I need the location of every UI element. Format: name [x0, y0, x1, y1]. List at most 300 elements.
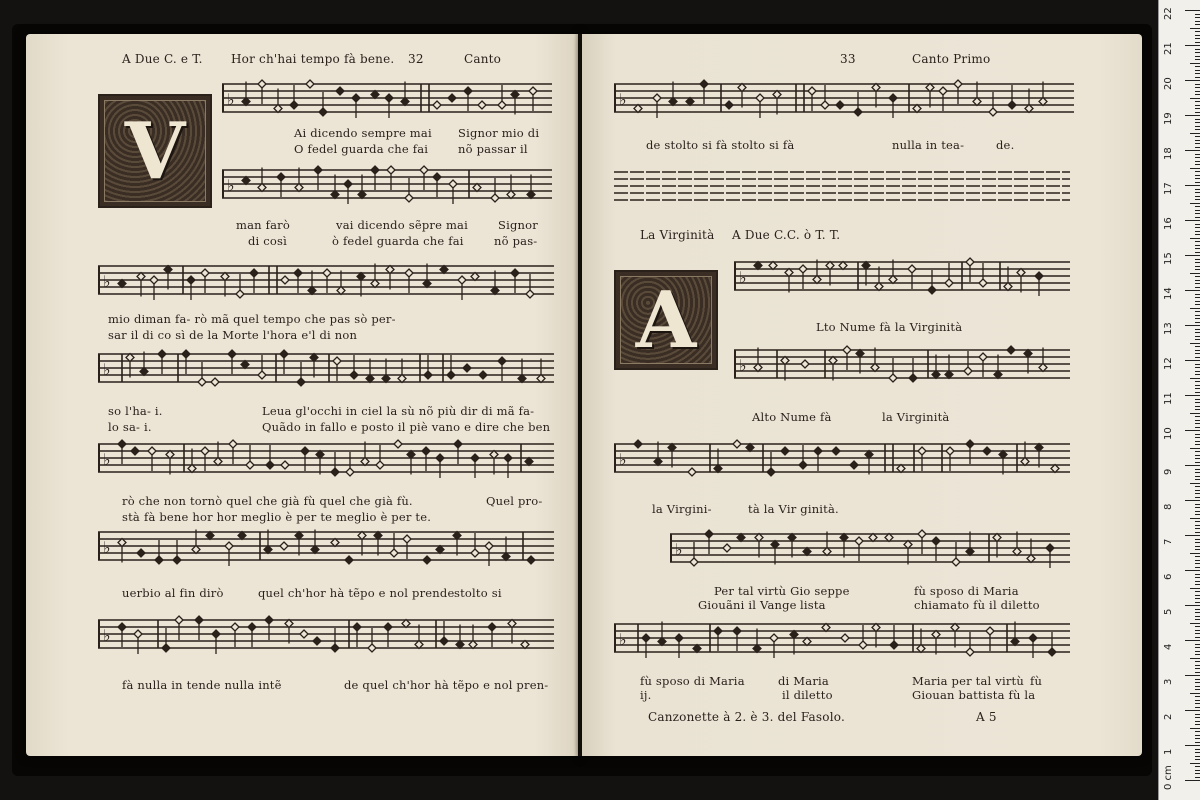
ruler-minor-tick [1195, 280, 1200, 281]
ruler-label: 6 [1163, 573, 1174, 580]
note-head [788, 534, 796, 542]
ruler-minor-tick [1195, 304, 1200, 305]
note-head [285, 620, 293, 628]
note-head [449, 180, 457, 188]
ruler-label: 13 [1163, 322, 1174, 335]
lyric-line: ij. [640, 688, 652, 702]
note-head [433, 173, 441, 181]
ruler-minor-tick [1195, 192, 1200, 193]
ruler-minor-tick [1190, 343, 1200, 344]
ruler-minor-tick [1195, 84, 1200, 85]
ruler-minor-tick [1195, 598, 1200, 599]
ruler-minor-tick [1190, 553, 1200, 554]
ruler-major-tick [1185, 80, 1200, 81]
note-head [668, 444, 676, 452]
section-voicing: A Due C.C. ò T. T. [732, 228, 841, 242]
note-head [832, 447, 840, 455]
note-head [1027, 555, 1035, 563]
ruler-minor-tick [1195, 773, 1200, 774]
note-head [214, 458, 222, 466]
ruler-minor-tick [1195, 714, 1200, 715]
ruler-minor-tick [1195, 21, 1200, 22]
ruler-minor-tick [1195, 297, 1200, 298]
note-head [440, 637, 448, 645]
note-head [118, 623, 126, 631]
note-head [336, 87, 344, 95]
lyric-line: Quel pro- [486, 494, 543, 508]
note-head [897, 465, 905, 473]
ruler-minor-tick [1190, 658, 1200, 659]
note-head [192, 546, 200, 554]
lyric-line: quel ch'hor hà tẽpo e nol prende [258, 586, 455, 600]
note-head [398, 375, 406, 383]
ruler-minor-tick [1195, 164, 1200, 165]
note-head [201, 447, 209, 455]
note-head [821, 101, 829, 109]
note-head [134, 630, 142, 638]
ruler-minor-tick [1195, 717, 1200, 718]
ruler-label: 14 [1163, 287, 1174, 300]
note-head [453, 532, 461, 540]
ruler-label: 20 [1163, 77, 1174, 90]
ruler-minor-tick [1195, 231, 1200, 232]
ruler-minor-tick [1195, 56, 1200, 57]
note-head [946, 447, 954, 455]
note-head [231, 623, 239, 631]
ruler-minor-tick [1195, 458, 1200, 459]
note-head [966, 440, 974, 448]
ruler-minor-tick [1195, 248, 1200, 249]
note-head [448, 94, 456, 102]
ruler-major-tick [1185, 395, 1200, 396]
ruler-minor-tick [1195, 766, 1200, 767]
ruler-minor-tick [1195, 182, 1200, 183]
note-head [319, 108, 327, 116]
ruler-major-tick [1185, 465, 1200, 466]
ruler-major-tick [1185, 675, 1200, 676]
note-head [311, 546, 319, 554]
note-head [308, 287, 316, 295]
note-head [658, 638, 666, 646]
note-head [769, 262, 777, 270]
ruler-minor-tick [1195, 70, 1200, 71]
ruler-minor-tick [1195, 276, 1200, 277]
ruler-minor-tick [1195, 504, 1200, 505]
note-head [206, 532, 214, 540]
music-staff [98, 260, 554, 306]
note-head [909, 374, 917, 382]
note-head [859, 641, 867, 649]
clef-mark: ♭ [739, 356, 747, 375]
ruler-minor-tick [1195, 332, 1200, 333]
drop-cap-a [614, 270, 718, 370]
lyric-line: chiamato fù il diletto [914, 598, 1040, 612]
note-head [939, 87, 947, 95]
ruler-minor-tick [1195, 423, 1200, 424]
note-head [201, 269, 209, 277]
note-head [433, 101, 441, 109]
ruler-minor-tick [1195, 108, 1200, 109]
note-head [323, 269, 331, 277]
ruler-minor-tick [1195, 420, 1200, 421]
ruler-major-tick [1185, 780, 1200, 781]
note-head [140, 368, 148, 376]
ruler-minor-tick [1195, 759, 1200, 760]
clef-mark: ♭ [103, 360, 111, 379]
note-head [1048, 648, 1056, 656]
note-head [384, 623, 392, 631]
note-head [1039, 364, 1047, 372]
ruler-minor-tick [1190, 728, 1200, 729]
note-head [265, 616, 273, 624]
note-head [281, 461, 289, 469]
ruler-major-tick [1185, 255, 1200, 256]
ruler-major-tick [1185, 430, 1200, 431]
lyric-line: la Virginità [882, 410, 950, 424]
lyric-line: nulla in tea- [892, 138, 965, 152]
ruler-minor-tick [1195, 647, 1200, 648]
ruler-minor-tick [1190, 588, 1200, 589]
ruler-minor-tick [1195, 283, 1200, 284]
note-head [225, 542, 233, 550]
note-head [908, 265, 916, 273]
note-head [440, 266, 448, 274]
ruler-minor-tick [1195, 497, 1200, 498]
ruler-minor-tick [1195, 661, 1200, 662]
music-staff [98, 348, 554, 394]
ruler-minor-tick [1195, 437, 1200, 438]
ruler-minor-tick [1195, 616, 1200, 617]
ruler-minor-tick [1195, 252, 1200, 253]
note-head [407, 451, 415, 459]
ruler-minor-tick [1195, 112, 1200, 113]
ruler-minor-tick [1195, 525, 1200, 526]
note-head [344, 180, 352, 188]
ruler-minor-tick [1190, 238, 1200, 239]
ruler-minor-tick [1190, 133, 1200, 134]
ruler-minor-tick [1195, 696, 1200, 697]
note-head [1017, 269, 1025, 277]
ruler-minor-tick [1195, 563, 1200, 564]
note-head [889, 94, 897, 102]
ruler-minor-tick [1195, 399, 1200, 400]
note-head [993, 534, 1001, 542]
note-head [518, 375, 526, 383]
ruler-minor-tick [1195, 199, 1200, 200]
lyric-line: Signor mio di [458, 126, 540, 140]
ruler-minor-tick [1190, 763, 1200, 764]
note-head [928, 286, 936, 294]
ruler-minor-tick [1195, 234, 1200, 235]
note-head [471, 273, 479, 281]
ruler-major-tick [1185, 710, 1200, 711]
drop-cap-v [98, 94, 212, 208]
note-head [382, 375, 390, 383]
note-head [137, 273, 145, 281]
note-head [454, 440, 462, 448]
ruler-minor-tick [1195, 35, 1200, 36]
note-head [301, 447, 309, 455]
note-head [357, 273, 365, 281]
note-head [258, 371, 266, 379]
note-head [471, 454, 479, 462]
ruler-label: 19 [1163, 112, 1174, 125]
ruler-minor-tick [1190, 413, 1200, 414]
ruler-minor-tick [1195, 175, 1200, 176]
music-staff [734, 344, 1070, 390]
ruler-label: 16 [1163, 217, 1174, 230]
ruler-minor-tick [1195, 609, 1200, 610]
note-head [491, 194, 499, 202]
note-head [755, 534, 763, 542]
note-head [841, 634, 849, 642]
ruler-minor-tick [1195, 189, 1200, 190]
ruler-major-tick [1185, 150, 1200, 151]
note-head [280, 350, 288, 358]
note-head [464, 87, 472, 95]
ruler-minor-tick [1195, 143, 1200, 144]
note-head [1021, 458, 1029, 466]
note-head [403, 535, 411, 543]
note-head [228, 350, 236, 358]
ruler-major-tick [1185, 605, 1200, 606]
note-head [264, 546, 272, 554]
clef-mark: ♭ [619, 90, 627, 109]
note-head [187, 276, 195, 284]
note-head [458, 276, 466, 284]
left-page-number: 32 [408, 52, 424, 66]
note-head [368, 644, 376, 652]
ruler-minor-tick [1195, 721, 1200, 722]
lyric-line: fù [1030, 674, 1043, 688]
music-staff [98, 438, 554, 484]
note-head [803, 548, 811, 556]
note-head [420, 166, 428, 174]
ruler-minor-tick [1195, 406, 1200, 407]
note-head [188, 465, 196, 473]
ruler-label: 5 [1163, 608, 1174, 615]
note-head [436, 454, 444, 462]
ruler-minor-tick [1195, 619, 1200, 620]
ruler-major-tick [1185, 185, 1200, 186]
note-head [525, 458, 533, 466]
note-head [843, 346, 851, 354]
ruler-minor-tick [1195, 402, 1200, 403]
ruler-minor-tick [1195, 269, 1200, 270]
ruler-minor-tick [1195, 595, 1200, 596]
ruler-minor-tick [1195, 364, 1200, 365]
note-head [954, 80, 962, 88]
note-head [478, 101, 486, 109]
ruler-minor-tick [1195, 626, 1200, 627]
ruler-minor-tick [1195, 301, 1200, 302]
note-head [654, 458, 662, 466]
note-head [198, 378, 206, 386]
ruler-minor-tick [1195, 546, 1200, 547]
ruler-minor-tick [1195, 52, 1200, 53]
ruler-label: 10 [1163, 427, 1174, 440]
measuring-ruler [1158, 0, 1200, 800]
note-head [150, 276, 158, 284]
ruler-minor-tick [1195, 427, 1200, 428]
left-page [26, 34, 578, 756]
note-head [822, 624, 830, 632]
note-head [754, 262, 762, 270]
ruler-minor-tick [1195, 353, 1200, 354]
ruler-minor-tick [1195, 777, 1200, 778]
ruler-minor-tick [1195, 549, 1200, 550]
note-head [634, 440, 642, 448]
lyric-line: tà la Vir ginità. [748, 502, 839, 516]
note-head [350, 371, 358, 379]
note-head [424, 371, 432, 379]
lyric-line: Alto Nume fà [752, 410, 832, 424]
note-head [964, 367, 972, 375]
note-head [241, 361, 249, 369]
ruler-minor-tick [1195, 336, 1200, 337]
note-head [836, 101, 844, 109]
note-head [890, 641, 898, 649]
note-head [498, 357, 506, 365]
ruler-minor-tick [1195, 262, 1200, 263]
music-staff [614, 438, 1070, 484]
ruler-minor-tick [1195, 346, 1200, 347]
ruler-minor-tick [1195, 672, 1200, 673]
ruler-minor-tick [1190, 378, 1200, 379]
clef-mark: ♭ [739, 268, 747, 287]
ruler-label: 1 [1163, 748, 1174, 755]
ruler-minor-tick [1195, 514, 1200, 515]
note-head [248, 623, 256, 631]
note-head [422, 447, 430, 455]
lyric-line: de stolto si fà stolto si fà [646, 138, 795, 152]
note-head [527, 556, 535, 564]
ruler-minor-tick [1195, 486, 1200, 487]
note-head [366, 375, 374, 383]
note-head [770, 634, 778, 642]
ruler-minor-tick [1195, 17, 1200, 18]
note-head [785, 269, 793, 277]
ruler-minor-tick [1195, 472, 1200, 473]
note-head [966, 258, 974, 266]
ruler-label: 9 [1163, 468, 1174, 475]
note-head [471, 549, 479, 557]
ruler-major-tick [1185, 535, 1200, 536]
ruler-minor-tick [1195, 539, 1200, 540]
ruler-label: 21 [1163, 42, 1174, 55]
ruler-minor-tick [1195, 591, 1200, 592]
note-head [504, 454, 512, 462]
left-voice-label: Canto [464, 52, 502, 66]
ruler-minor-tick [1190, 273, 1200, 274]
note-head [1035, 272, 1043, 280]
note-head [394, 440, 402, 448]
ruler-major-tick [1185, 745, 1200, 746]
ruler-minor-tick [1195, 259, 1200, 260]
ruler-minor-tick [1195, 731, 1200, 732]
note-head [813, 276, 821, 284]
note-head [966, 648, 974, 656]
lyric-line: di Maria [778, 674, 829, 688]
lyric-line: la Virgini- [652, 502, 712, 516]
ruler-minor-tick [1195, 444, 1200, 445]
note-head [889, 374, 897, 382]
ruler-minor-tick [1195, 311, 1200, 312]
note-head [423, 280, 431, 288]
note-head [986, 627, 994, 635]
ruler-minor-tick [1195, 700, 1200, 701]
ruler-minor-tick [1195, 388, 1200, 389]
note-head [723, 544, 731, 552]
note-head [1051, 465, 1059, 473]
ruler-minor-tick [1195, 532, 1200, 533]
lyric-line: fù sposo di Maria [640, 674, 745, 688]
note-head [917, 645, 925, 653]
ruler-minor-tick [1195, 322, 1200, 323]
ruler-minor-tick [1195, 528, 1200, 529]
lyric-line: nõ pas- [494, 234, 538, 248]
note-head [951, 624, 959, 632]
note-head [932, 537, 940, 545]
ruler-minor-tick [1195, 136, 1200, 137]
note-head [1013, 548, 1021, 556]
ruler-minor-tick [1195, 59, 1200, 60]
note-head [405, 194, 413, 202]
lyric-line: Per tal virtù Gio seppe [714, 584, 850, 598]
ruler-minor-tick [1190, 203, 1200, 204]
note-head [390, 549, 398, 557]
note-head [175, 616, 183, 624]
ruler-minor-tick [1195, 77, 1200, 78]
ruler-minor-tick [1195, 682, 1200, 683]
ruler-minor-tick [1195, 434, 1200, 435]
lyric-line: Signor [498, 218, 538, 232]
music-staff [614, 618, 1070, 664]
note-head [693, 645, 701, 653]
ruler-minor-tick [1195, 367, 1200, 368]
note-head [358, 532, 366, 540]
note-head [932, 371, 940, 379]
note-head [945, 279, 953, 287]
note-head [331, 539, 339, 547]
ruler-minor-tick [1195, 154, 1200, 155]
right-page-number: 33 [840, 52, 856, 66]
ruler-major-tick [1185, 640, 1200, 641]
note-head [221, 273, 229, 281]
lyric-line: stolto si [454, 586, 502, 600]
note-head [856, 350, 864, 358]
ruler-major-tick [1185, 10, 1200, 11]
lyric-line: lista [800, 598, 826, 612]
note-head [1046, 544, 1054, 552]
note-head [479, 371, 487, 379]
note-head [447, 371, 455, 379]
ruler-minor-tick [1195, 241, 1200, 242]
clef-mark: ♭ [103, 450, 111, 469]
note-head [229, 440, 237, 448]
lyric-line: sar il di co sì de la Morte l'hora e'l di non [108, 328, 358, 342]
ruler-minor-tick [1195, 287, 1200, 288]
note-head [511, 269, 519, 277]
ruler-minor-tick [1195, 266, 1200, 267]
left-header-title: Hor ch'hai tempo fà bene. [231, 52, 395, 66]
ruler-minor-tick [1195, 770, 1200, 771]
note-head [872, 624, 880, 632]
note-head [212, 630, 220, 638]
footer-title: Canzonette à 2. è 3. del Fasolo. [648, 710, 845, 724]
lyric-line: vai dicendo sẽpre mai [336, 218, 468, 232]
ruler-minor-tick [1195, 227, 1200, 228]
